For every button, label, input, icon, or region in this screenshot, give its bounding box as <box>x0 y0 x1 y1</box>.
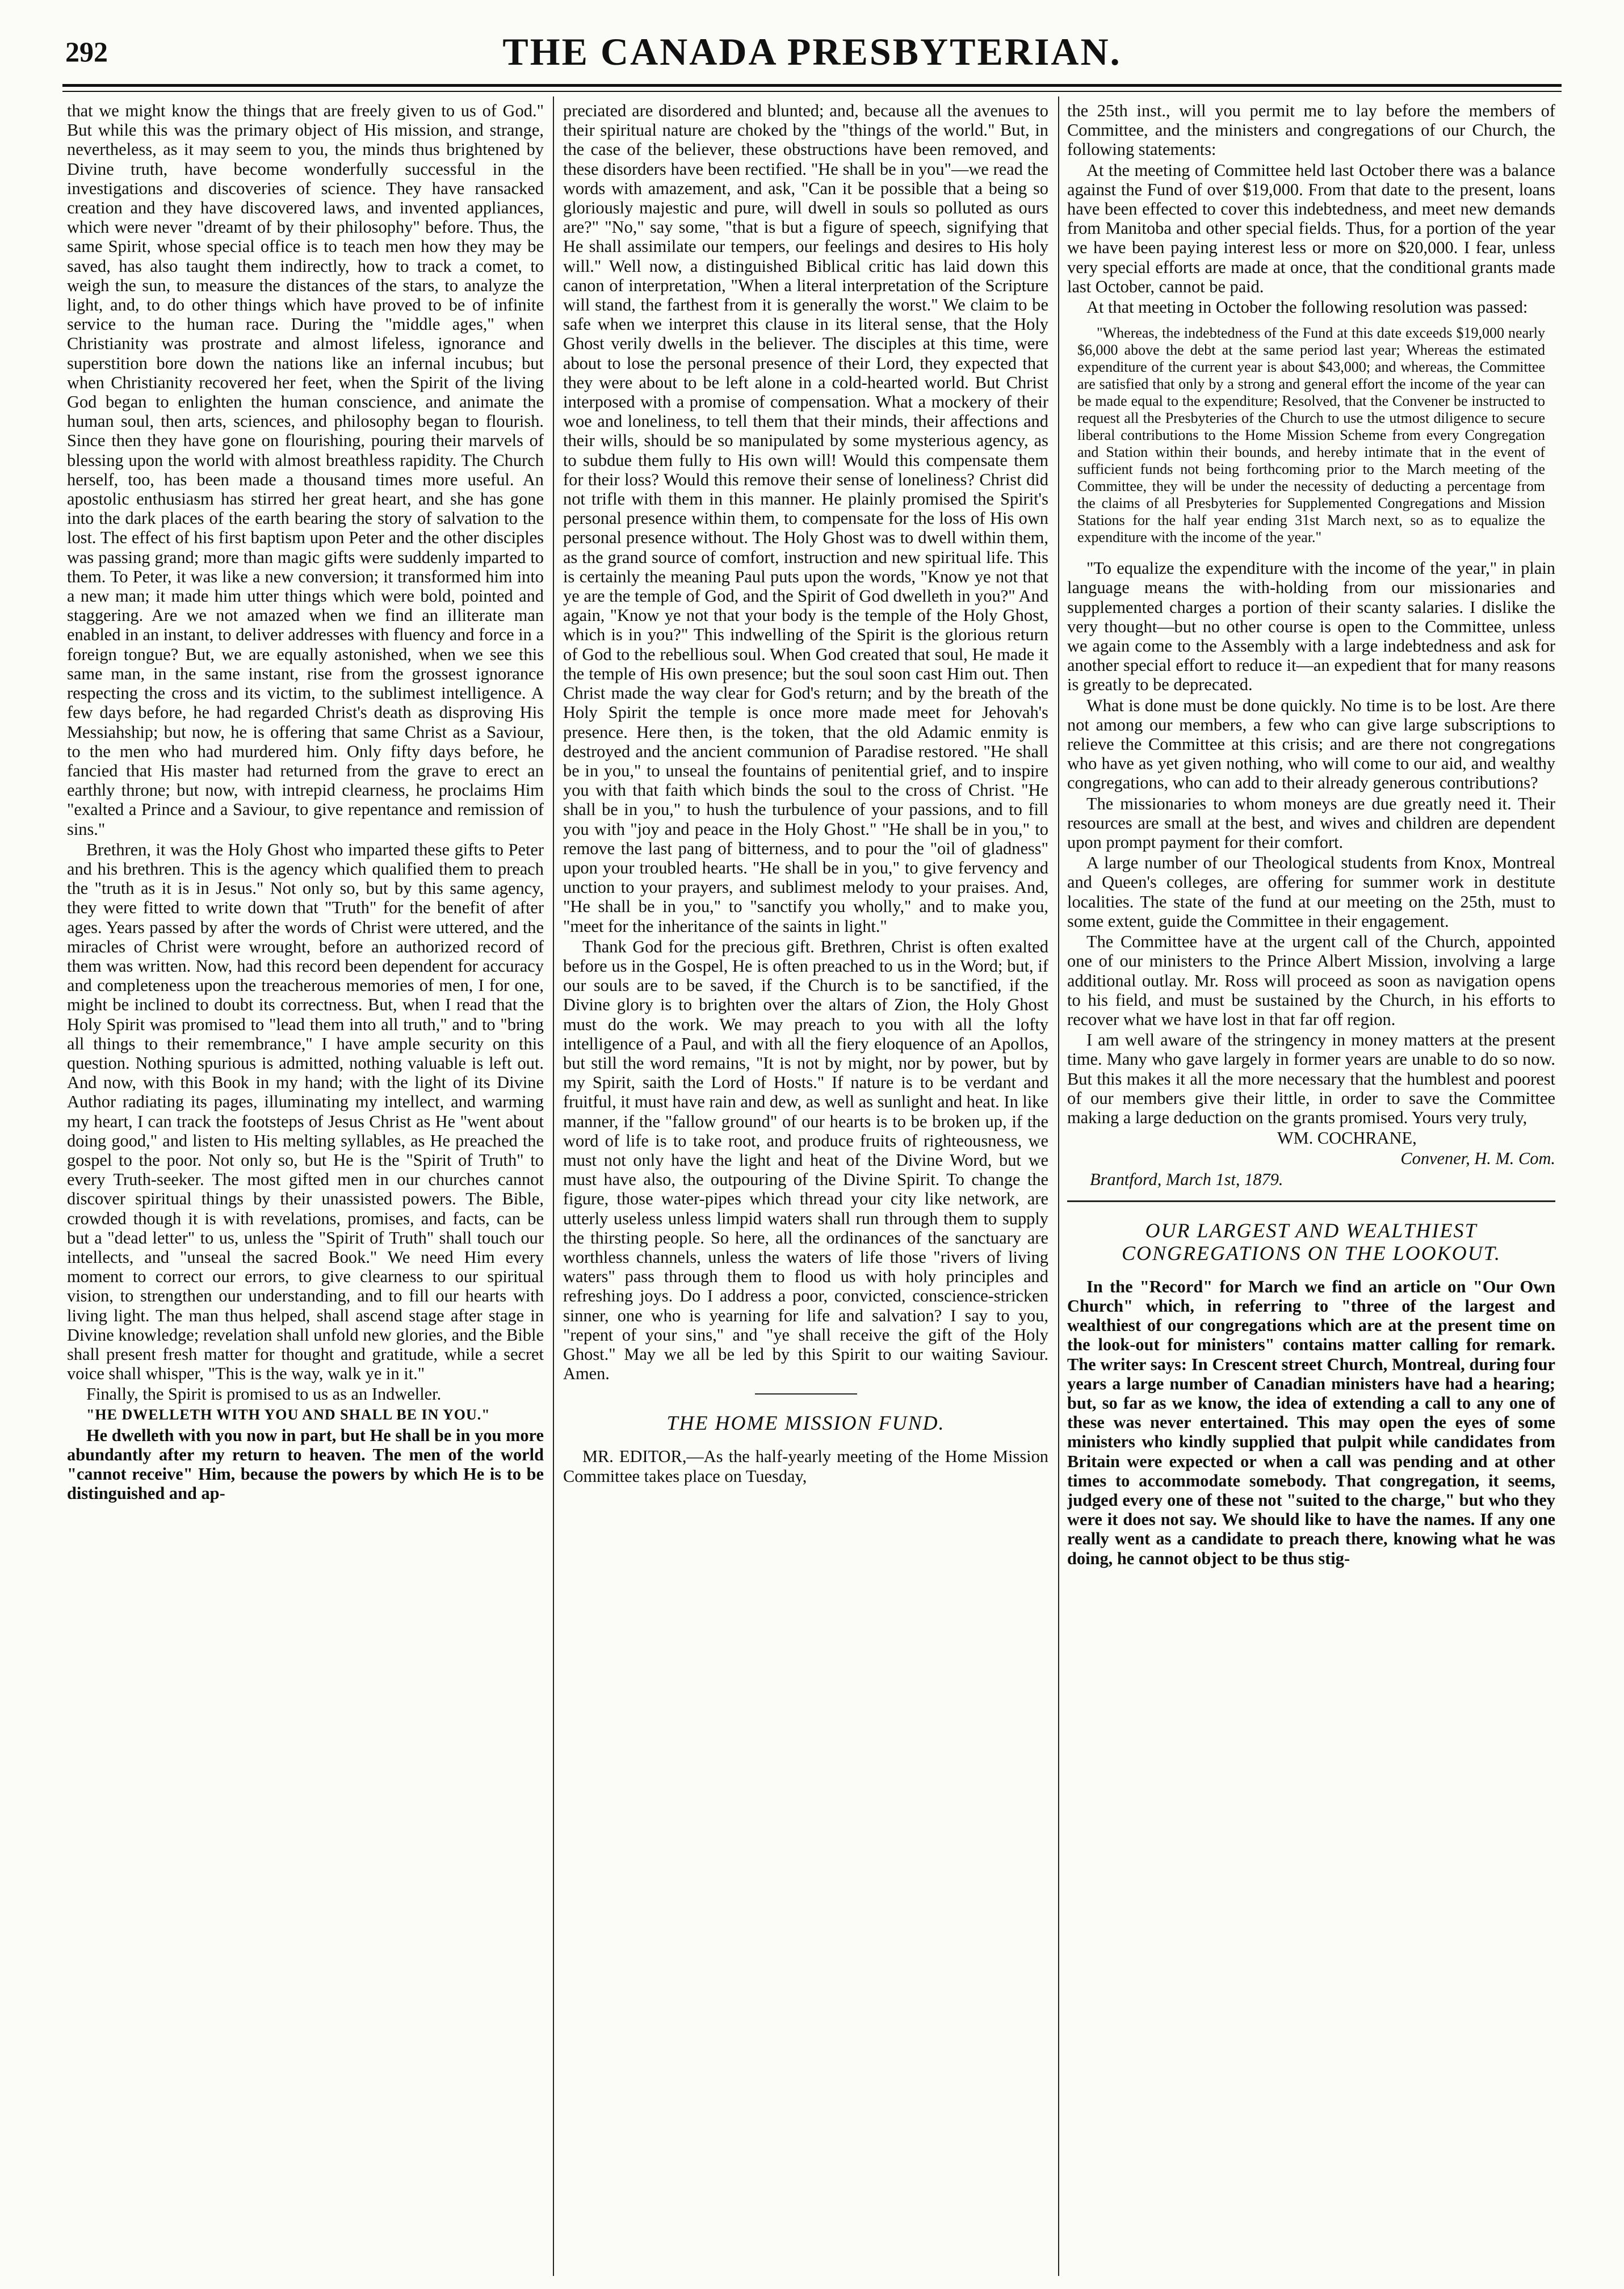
masthead: THE CANADA PRESBYTERIAN. <box>502 30 1122 73</box>
resolution-quote: "Whereas, the indebtedness of the Fund at this date exceeds $19,000 nearly $6,000 above the debt at the same period last year; Whereas the estimated expenditure of the current year is about $43,000; and whereas, the Committee are satisfied that only by a strong and general effort the income of the year can be made equal to the expenditure; Resolved, that the Convener be instructed to request all the Presbyteries of the Church to use the utmost diligence to secure liberal contributions to the Home Mission Scheme from every Congregation and Station within their bounds, and hereby intimate that in the event of sufficient funds not being forthcoming prior to the March meeting of the Committee, they will be under the necessity of deducting a percentage from the claims of all Presbyteries for Supplemented Congregations and Mission Stations for the half year ending 31st March next, so as to equalize the expenditure with the income of the year." <box>1077 325 1545 546</box>
col1-paragraph: Brethren, it was the Holy Ghost who imparted these gifts to Peter and his brethren. This is the agency which qualified them to preach the "truth as it is in Jesus." Not only so, but by this same agency, they were fitted to write down that "Truth" for the benefit of after ages. Years passed by after the words of Christ were uttered, and the miracles of Christ were wrought, before an authorized record of them was written. Now, had this record been dependent for accuracy and completeness upon the treacherous memories of men, I for one, might be inclined to doubt its correctness. But, when I read that the Holy Spirit was promised to "lead them into all truth," and to "bring all things to their remembrance," I have ample security on this question. Nothing spurious is admitted, nothing valuable is left out. And now, with this Book in my hand; with the light of its Divine Author radiating its pages, illuminating my intellect, and warming my heart, I can track the footsteps of Jesus Christ as He "went about doing good," and listen to His melting syllables, as He preached the gospel to the poor. Not only so, but He is the "Spirit of Truth" to every Truth-seeker. The most gifted men in our churches cannot discover spiritual things by their unassisted powers. The Bible, crowded though it is with revelations, promises, and facts, can be but a "dead letter" to us, unless the "Spirit of Truth" shall touch our intellects, and "unseal the sacred Book." We need Him every moment to correct our errors, to give clearness to our spiritual vision, to strengthen our understanding, and to fill our hearts with living light. The man thus helped, shall ascend stage after stage in Divine knowledge; revelation shall unfold new glories, and the Bible shall present fresh matter for thought and gratitude, while a secret voice shall whisper, "This is the way, walk ye in it." <box>67 839 544 1384</box>
col3-paragraph: The Committee have at the urgent call of the Church, appointed one of our ministers to the Prince Albert Mission, involving a large additional outlay. Mr. Ross will proceed as soon as navigation opens to his field, and must be sustained by the Church, in his efforts to recover what we have lost in that far off region. <box>1067 932 1555 1029</box>
column-divider-2 <box>1058 96 1059 2276</box>
signature-title: Convener, H. M. Com. <box>1400 1149 1555 1169</box>
article-title-wealthiest-congregations: OUR LARGEST AND WEALTHIEST CONGREGATIONS ON THE LOOKOUT. <box>1121 1219 1501 1265</box>
col2-article-opening: MR. EDITOR,—As the half-yearly meeting of the Home Mission Committee takes place on Tuesday, <box>563 1447 1048 1486</box>
article-separator <box>755 1393 857 1395</box>
col3-paragraph: "To equalize the expenditure with the income of the year," in plain language means the with-holding from our missionaries and supplemented charges a portion of their scanty salaries. I dislike the very thought—but no other course is open to the Committee, unless we again come to the Assembly with a large indebtedness and ask for another special effort to reduce it—an expedient that for many reasons is greatly to be deprecated. <box>1067 558 1555 695</box>
signature-name: WM. COCHRANE, <box>1277 1128 1417 1148</box>
header-rule-thick <box>62 84 1562 87</box>
col3-paragraph: A large number of our Theological students from Knox, Montreal and Queen's colleges, are offering for summer work in destitute localities. The state of the fund at our meeting on the 25th, must to some extent, guide the Committee in their engagement. <box>1067 853 1555 931</box>
col3-paragraph: At the meeting of Committee held last October there was a balance against the Fund of over $19,000. From that date to the present, loans have been effected to cover this indebtedness, and meet new demands from Manitoba and other special fields. Thus, for a portion of the year we have been paying interest less or more on $20,000. I fear, unless very special efforts are made at once, that the conditional grants made last October, cannot be paid. <box>1067 160 1555 296</box>
col3-paragraph: the 25th inst., will you permit me to lay before the members of Committee, and the ministers and congregations of our Church, the following statements: <box>1067 101 1555 159</box>
page-number: 292 <box>65 36 108 68</box>
header-rule-thin <box>62 91 1562 92</box>
col2-paragraph: Thank God for the precious gift. Brethren, Christ is often exalted before us in the Gospel, He is often preached to us in the Word; but, if our souls are to be saved, if the Church is to be sanctified, if the Divine glory is to brighten over the altars of Zion, the Holy Ghost must do the work. We may preach to you with all the lofty intelligence of a Paul, and with all the fiery eloquence of an Apollos, but still the word remains, "It is not by might, nor by power, but by my Spirit, saith the Lord of Hosts." If nature is to be verdant and fruitful, it must have rain and dew, as well as sunlight and heat. In like manner, if the "fallow ground" of our hearts is to be broken up, if the word of life is to take root, and produce fruits of righteousness, we must not only have the light and heat of the Divine Word, but we must have also, the outpouring of the Divine Spirit. To change the figure, those water-pipes which thread your city like network, are utterly useless unless limpid waters shall run through them to supply the thirsting people. So here, all the ordinances of the sanctuary are worthless channels, unless the waters of life those "rivers of living waters" pass through them to flood us with holy principles and refreshing joys. Do I address a poor, convicted, conscience-stricken sinner, one who is yearning for life and salvation? I say to you, "repent of your sins," and "ye shall receive the gift of the Holy Ghost." May we all be led by this Spirit to our waiting Saviour. Amen. <box>563 936 1048 1384</box>
dateline: Brantford, March 1st, 1879. <box>1090 1169 1283 1189</box>
col3-paragraph: At that meeting in October the following resolution was passed: <box>1086 297 1528 317</box>
article-separator <box>1067 1200 1555 1202</box>
col3-article2-paragraph: In the "Record" for March we find an article on "Our Own Church" which, in referring to "three of the largest and wealthiest of our congregations which are at the present time on the look-out for ministers" contains matter calling for remark. The writer says: In Crescent street Church, Montreal, during four years a large number of Canadian ministers have had a hearing; but, so far as we know, the idea of extending a call to any one of these was never entertained. This may open the eyes of some ministers who kindly supplied that pulpit while candidates from Britain were expected or when a call was pending and at other times to accommodate somebody. That congregation, it seems, judged every one of these not "suited to the charge," but who they were it does not say. We should like to have the names. If any one really went as a candidate to preach there, knowing what he was doing, he cannot object to be thus stig- <box>1067 1276 1555 1568</box>
col1-paragraph: Finally, the Spirit is promised to us as an Indweller. <box>86 1384 442 1404</box>
column-divider-1 <box>553 96 554 2276</box>
col3-paragraph: The missionaries to whom moneys are due greatly need it. Their resources are small at the best, and wives and children are dependent upon prompt payment for their comfort. <box>1067 793 1555 852</box>
col1-closing-paragraph: He dwelleth with you now in part, but He shall be in you more abundantly after my return to heaven. The men of the world "cannot receive" Him, because the powers by which He is to be distinguished and ap- <box>67 1425 544 1503</box>
column-2 <box>563 101 1048 2275</box>
article-title-home-mission: THE HOME MISSION FUND. <box>666 1412 945 1435</box>
col1-paragraph: that we might know the things that are freely given to us of God." But while this was the primary object of His mission, and strange, nevertheless, as it may seem to you, the minds thus brightened by Divine truth, have become wonderfully successful in the investigations and discoveries of science. They have ransacked creation and they have discovered laws, and invented appliances, which were never "dreamt of by their philosophy" before. Thus, the same Spirit, whose special office is to teach men how they may be saved, has also taught them indirectly, how to track a comet, to weigh the sun, to measure the distances of the stars, to analyze the light, and, to do other things which have proved to be of infinite service to the human race. During the "middle ages," when Christianity was prostrate and almost lifeless, ignorance and superstition bore down the nations like an infernal incubus; but when Christianity recovered her feet, when the Spirit of the living God began to enlighten the human conscience, and animate the human soul, then arts, sciences, and philosophy began to flourish. Since then they have gone on flourishing, pouring their marvels of blessing upon the world with almost breathless rapidity. The Church herself, too, has been made a thousand times more useful. An apostolic enthusiasm has stirred her great heart, and she has gone into the dark places of the earth bearing the story of salvation to the lost. The effect of his first baptism upon Peter and the other disciples was passing grand; more than magic gifts were suddenly imparted to them. To Peter, it was like a new conversion; it transformed him into a new man; it made him utter things which were bold, pointed and staggering. Are we not amazed when we find an illiterate man enabled in an instant, to deliver addresses with fluency and force in a foreign tongue? But, we are equally astonished, when we see this same man, in the same instant, rise from the grossest ignorance respecting the cross and its victim, to the sublimest intelligence. A few days before, he had regarded Christ's death as disproving His Messiahship; but now, he is offering that same Christ as a Saviour, to the men who had murdered him. Only fifty days before, he fancied that His master had returned from the grave to erect an earthly throne; but now, with intrepid clearness, he proclaims Him "exalted a Prince and a Saviour, to give repentance and remission of sins." <box>67 101 544 839</box>
col2-paragraph: preciated are disordered and blunted; and, because all the avenues to their spiritual nature are choked by the "things of the world." But, in the case of the believer, these obstructions have been removed, and these disorders have been rectified. "He shall be in you"—we read the words with amazement, and ask, "Can it be possible that a being so gloriously majestic and pure, will dwell in souls so polluted as ours are?" "No," say some, "that is but a figure of speech, signifying that He shall assimilate our tempers, our feelings and desires to His holy will." Well now, a distinguished Biblical critic has laid down this canon of interpretation, "When a literal interpretation of the Scripture will stand, the farthest from it is generally the worst." We claim to be safe when we interpret this clause in its literal sense, that the Holy Ghost verily dwells in the believer. The disciples at this time, were about to lose the personal presence of their Lord, they expected that they were about to be left alone in a cold-hearted world. But Christ interposed with a promise of compensation. What a mockery of their woe and loneliness, to tell them that their minds, their affections and their wills, should be so manipulated by some mysterious agency, as to subdue them fully to His own will! Would this compensate them for their loss? Would this remove their sense of loneliness? Christ did not trifle with them in this manner. He plainly promised the Spirit's personal presence within them, to compensate for the loss of His own personal presence without. The Holy Ghost was to dwell within them, as the grand source of comfort, instruction and new spiritual life. This is certainly the meaning Paul puts upon the words, "Know ye not that ye are the temple of God, and the Spirit of God dwelleth in you?" And again, "Know ye not that your body is the temple of the Holy Ghost, which is in you?" This indwelling of the Spirit is the glorious return of God to the rebellious soul. When God created that soul, He made it the temple of His own presence; but the soul soon cast Him out. Then Christ made the way clear for God's return; and by the breath of the Holy Spirit the temple is once more made meet for Jehovah's presence. Here then, is the token, that the old Adamic enmity is destroyed and the ancient communion of Paradise restored. "He shall be in you," to unseal the fountains of penitential grief, and to inspire you with that faith which binds the soul to the cross of Christ. "He shall be in you," to hush the turbulence of your passions, and to fill you with "joy and peace in the Holy Ghost." "He shall be in you," to remove the last pang of bitterness, and to pour the "oil of gladness" upon your troubled hearts. "He shall be in you," to give fervency and unction to your prayers, and sublimest melody to your praises. And, "He shall be in you," to "sanctify you wholly," and to make you, "meet for the inheritance of the saints in light." <box>563 101 1048 936</box>
column-1 <box>67 101 544 2275</box>
col3-paragraph: I am well aware of the stringency in money matters at the present time. Many who gave largely in former years are unable to do so now. But this makes it all the more necessary that the humblest and poorest of our members give their little, in order to save the Committee making a large deduction on the grants promised. Yours very truly, <box>1067 1030 1555 1127</box>
column-3 <box>1067 101 1555 2275</box>
section-subheading: "HE DWELLETH WITH YOU AND SHALL BE IN YOU." <box>86 1406 490 1423</box>
col3-paragraph: What is done must be done quickly. No time is to be lost. Are there not among our members, a few who can give large subscriptions to relieve the Committee at this crisis; and are there not congregations who have as yet given nothing, who will come to our aid, and wealthy congregations, who can add to their already generous contributions? <box>1067 695 1555 793</box>
